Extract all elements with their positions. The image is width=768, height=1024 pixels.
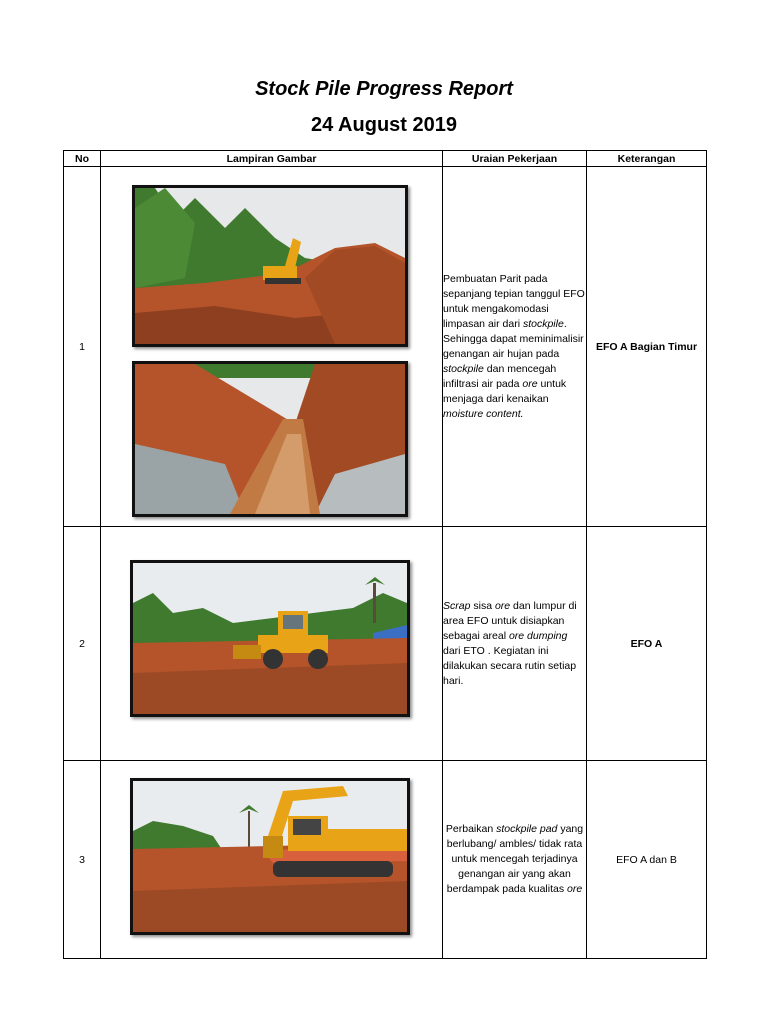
row-number: 2 — [64, 527, 101, 761]
report-date: 24 August 2019 — [311, 114, 457, 136]
drainage-trench-photo — [132, 361, 408, 517]
photo-cell — [101, 527, 443, 761]
report-title: Stock Pile Progress Report — [255, 78, 513, 100]
remarks-cell: EFO A dan B — [587, 761, 707, 959]
remarks-cell: EFO A — [587, 527, 707, 761]
description-text: Scrap — [443, 599, 471, 612]
description-text: stockpile — [443, 362, 484, 375]
description-text: Pembuatan Parit pada sepanjang tepian tanggul EFO untuk mengakomodasi limpasan air dari — [443, 272, 585, 330]
header-no: No — [64, 151, 101, 167]
description-text: dan lumpur di area EFO untuk disiapkan sebagai areal — [443, 599, 577, 642]
header-description: Uraian Pekerjaan — [443, 151, 587, 167]
photo-cell — [101, 761, 443, 959]
description-text: stockpile — [522, 317, 564, 330]
table-header-row — [64, 151, 707, 167]
description-text: stockpile pad — [496, 823, 558, 835]
excavator-on-embankment-photo — [132, 185, 408, 347]
description-text: ore dumping — [508, 629, 568, 642]
description-text: ore — [567, 883, 583, 895]
row-number: 3 — [64, 761, 101, 959]
table-row — [64, 167, 707, 527]
description-text: dan mencegah infiltrasi air pada — [443, 362, 557, 390]
description-cell — [443, 761, 587, 959]
description-cell — [443, 167, 587, 527]
header-remarks: Keterangan — [587, 151, 707, 167]
description-text: . Sehingga dapat meminimalisir genangan air hujan pada — [443, 317, 584, 360]
jcb-excavator-photo — [130, 778, 410, 935]
description-cell — [443, 527, 587, 761]
description-text: moisture content. — [443, 407, 524, 420]
header-image: Lampiran Gambar — [101, 151, 443, 167]
description-text: ore — [522, 377, 538, 390]
row-number: 1 — [64, 167, 101, 527]
wheel-loader-photo — [130, 560, 410, 717]
description-text: sisa — [470, 599, 495, 612]
table-row — [64, 761, 707, 959]
photo-cell — [101, 167, 443, 527]
description-text: ore — [494, 599, 511, 612]
remarks-cell: EFO A Bagian Timur — [587, 167, 707, 527]
description-text: Perbaikan — [445, 823, 497, 835]
description-text: yang berlubang/ ambles/ tidak rata untuk mencegah terjadinya genangan air yang akan berdampak pada kualitas — [446, 823, 584, 895]
table-row — [64, 527, 707, 761]
progress-table — [63, 150, 707, 959]
description-text: dari ETO . Kegiatan ini dilakukan secara rutin setiap hari. — [443, 644, 577, 687]
description-text: untuk menjaga dari kenaikan — [443, 377, 567, 405]
